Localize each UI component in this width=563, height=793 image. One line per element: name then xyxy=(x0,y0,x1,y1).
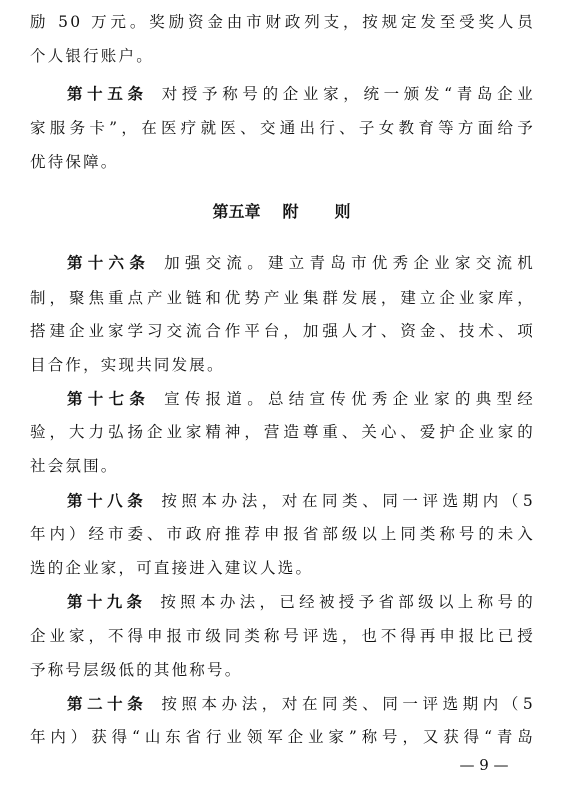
text-line: 选的企业家，可直接进入建议人选。 xyxy=(30,559,314,577)
text-line: 验，大力弘扬企业家精神，营造尊重、关心、爱护企业家的 xyxy=(30,423,535,441)
text-line: 制，聚焦重点产业链和优势产业集群发展，建立企业家库， xyxy=(30,289,535,307)
text-line: 年内）经市委、市政府推荐申报省部级以上同类称号的未入 xyxy=(30,525,535,543)
text-line: 个人银行账户。 xyxy=(30,47,154,65)
article-heading: 第十七条 xyxy=(67,390,151,408)
text-line: 按照本办法，对在同类、同一评选期内（5 xyxy=(161,492,535,510)
page-number: — 9 — xyxy=(459,756,509,774)
chapter-title-char: 附 xyxy=(282,202,299,221)
chapter-number: 第五章 xyxy=(212,202,261,221)
text-line: 优待保障。 xyxy=(30,153,119,171)
text-line: 社会氛围。 xyxy=(30,457,119,475)
article-heading: 第十六条 xyxy=(67,254,151,272)
text-line: 宣传报道。总结宣传优秀企业家的典型经 xyxy=(164,390,535,408)
text-line: 企业家，不得申报市级同类称号评选，也不得再申报比已授 xyxy=(30,627,535,645)
text-line: 年内）获得“山东省行业领军企业家”称号，又获得“青岛 xyxy=(30,728,535,746)
text-line: 对授予称号的企业家，统一颁发“青岛企业 xyxy=(161,85,535,103)
text-line: 家服务卡”，在医疗就医、交通出行、子女教育等方面给予 xyxy=(30,119,535,137)
text-line: 励 50 万元。奖励资金由市财政列支，按规定发至受奖人员 xyxy=(30,13,535,31)
article-16-first-line xyxy=(30,253,535,273)
text-line: 按照本办法，对在同类、同一评选期内（5 xyxy=(161,695,535,713)
text-line: 予称号层级低的其他称号。 xyxy=(30,661,243,679)
chapter-heading xyxy=(0,200,563,224)
text-line: 搭建企业家学习交流合作平台，加强人才、资金、技术、项 xyxy=(30,322,535,340)
chapter-title-char: 则 xyxy=(334,202,351,221)
article-20-first-line xyxy=(30,694,535,714)
article-heading: 第十五条 xyxy=(67,85,148,103)
article-heading: 第二十条 xyxy=(67,695,148,713)
article-19-first-line xyxy=(30,592,535,612)
article-17-first-line xyxy=(30,389,535,409)
article-heading: 第十九条 xyxy=(67,593,147,611)
article-15-first-line xyxy=(30,84,535,104)
article-heading: 第十八条 xyxy=(67,492,148,510)
text-line: 加强交流。建立青岛市优秀企业家交流机 xyxy=(164,254,535,272)
article-18-first-line xyxy=(30,491,535,511)
text-line: 目合作，实现共同发展。 xyxy=(30,356,225,374)
text-line: 按照本办法，已经被授予省部级以上称号的 xyxy=(160,593,535,611)
